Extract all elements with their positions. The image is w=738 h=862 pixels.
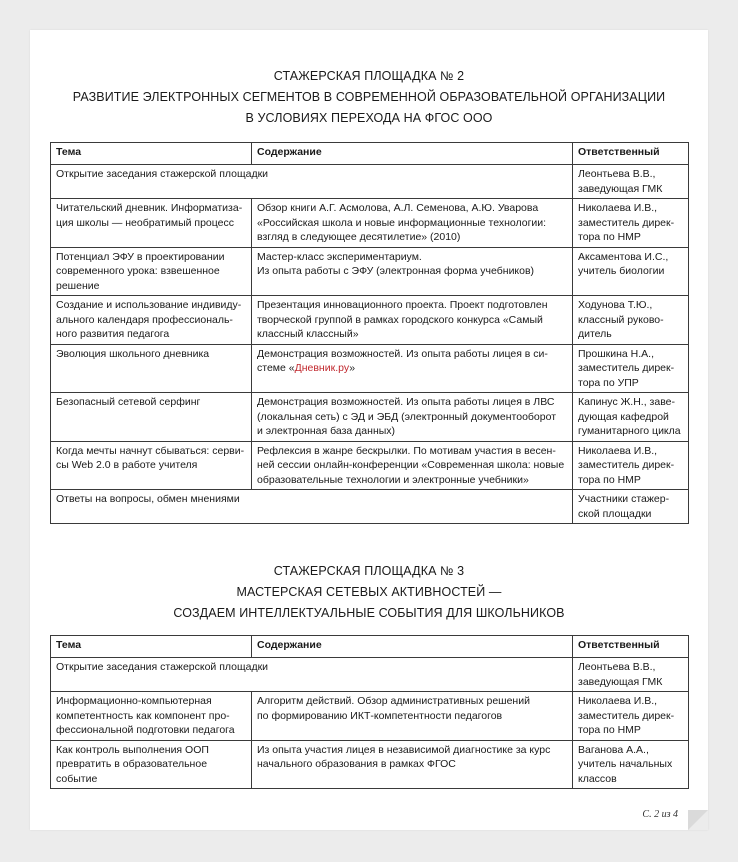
section2-title-line: СТАЖЕРСКАЯ ПЛОЩАДКА № 3 [273, 564, 465, 578]
content-cell: Демонстрация возможностей. Из опыта работы лицея в ЛВС (локальная сеть) с ЭД и ЭБД (электронный документооборот и электронная база данных) [252, 393, 573, 442]
section2-heading [30, 561, 708, 624]
table-row [51, 490, 689, 524]
responsible-cell: Леонтьева В.В., заведующая ГМК [573, 165, 689, 199]
responsible-cell: Капинус Ж.Н., заве- дующая кафедрой гуманитарного цикла [573, 393, 689, 442]
section2-title-line: МАСТЕРСКАЯ СЕТЕВЫХ АКТИВНОСТЕЙ — [236, 585, 502, 599]
table-row [51, 740, 689, 789]
topic-cell: Открытие заседания стажерской площадки [51, 165, 573, 199]
responsible-cell: Николаева И.В., заместитель дирек- тора по НМР [573, 199, 689, 248]
responsible-cell: Леонтьева В.В., заведующая ГМК [573, 658, 689, 692]
responsible-cell: Прошкина Н.А., заместитель дирек- тора по УПР [573, 344, 689, 393]
page-corner-fold [688, 810, 708, 830]
topic-cell: Когда мечты начнут сбываться: серви- сы Web 2.0 в работе учителя [51, 441, 252, 490]
content-cell: Презентация инновационного проекта. Проект подготовлен творческой группой в рамках городского конкурса «Самый классный классный» [252, 296, 573, 345]
topic-cell: Ответы на вопросы, обмен мнениями [51, 490, 573, 524]
header-responsible: Ответственный [573, 143, 689, 165]
table-row [51, 441, 689, 490]
topic-cell: Читательский дневник. Информатиза- ция школы — необратимый процесс [51, 199, 252, 248]
content-cell: Демонстрация возможностей. Из опыта работы лицея в си- стеме «Дневник.ру» [252, 344, 573, 393]
responsible-cell: Ваганова А.А., учитель начальных классов [573, 740, 689, 789]
responsible-cell: Николаева И.В., заместитель дирек- тора по НМР [573, 692, 689, 741]
section1-title-line: СТАЖЕРСКАЯ ПЛОЩАДКА № 2 [273, 69, 465, 83]
content-cell: Алгоритм действий. Обзор административных решений по формированию ИКТ-компетентности педагогов [252, 692, 573, 741]
table-row [51, 199, 689, 248]
table-row [51, 658, 689, 692]
table-header-row [51, 636, 689, 658]
content-cell: Рефлексия в жанре бескрылки. По мотивам участия в весен- ней сессии онлайн-конференции «Современная школа: новые образовательные технологии и электронные учебники» [252, 441, 573, 490]
table-row [51, 393, 689, 442]
header-content: Содержание [252, 143, 573, 165]
table-row [51, 247, 689, 296]
document-page [30, 30, 708, 830]
page-number: С. 2 из 4 [642, 809, 678, 820]
table-header-row [51, 143, 689, 165]
section1-title-line: РАЗВИТИЕ ЭЛЕКТРОННЫХ СЕГМЕНТОВ В СОВРЕМЕННОЙ ОБРАЗОВАТЕЛЬНОЙ ОРГАНИЗАЦИИ [72, 90, 666, 104]
content-cell: Мастер-класс экспериментариум. Из опыта работы с ЭФУ (электронная форма учебников) [252, 247, 573, 296]
topic-cell: Как контроль выполнения ООП превратить в образовательное событие [51, 740, 252, 789]
topic-cell: Эволюция школьного дневника [51, 344, 252, 393]
responsible-cell: Ходунова Т.Ю., классный руково- дитель [573, 296, 689, 345]
topic-cell: Потенциал ЭФУ в проектировании современного урока: взвешенное решение [51, 247, 252, 296]
section1-title-line: В УСЛОВИЯХ ПЕРЕХОДА НА ФГОС ООО [245, 111, 493, 125]
section1-table [50, 142, 689, 524]
content-cell: Обзор книги А.Г. Асмолова, А.Л. Семенова, А.Ю. Уварова «Российская школа и новые информационные технологии: взгляд в следующее десятилетие» (2010) [252, 199, 573, 248]
table-row [51, 344, 689, 393]
header-topic: Тема [51, 143, 252, 165]
topic-cell: Открытие заседания стажерской площадки [51, 658, 573, 692]
header-responsible: Ответственный [573, 636, 689, 658]
table-row [51, 165, 689, 199]
table-row [51, 296, 689, 345]
topic-cell: Информационно-компьютерная компетентность как компонент про- фессиональной подготовки педагога [51, 692, 252, 741]
responsible-cell: Участники стажер- ской площадки [573, 490, 689, 524]
dnevnik-ru-link[interactable]: Дневник.ру [294, 362, 350, 374]
topic-cell: Создание и использование индивиду- ального календаря профессиональ- ного развития педагога [51, 296, 252, 345]
responsible-cell: Николаева И.В., заместитель дирек- тора по НМР [573, 441, 689, 490]
topic-cell: Безопасный сетевой серфинг [51, 393, 252, 442]
section1-heading [30, 66, 708, 129]
responsible-cell: Аксаментова И.С., учитель биологии [573, 247, 689, 296]
section2-title-line: СОЗДАЕМ ИНТЕЛЛЕКТУАЛЬНЫЕ СОБЫТИЯ ДЛЯ ШКОЛЬНИКОВ [173, 606, 565, 620]
section2-table [50, 635, 689, 789]
header-content: Содержание [252, 636, 573, 658]
content-cell: Из опыта участия лицея в независимой диагностике за курс начального образования в рамках ФГОС [252, 740, 573, 789]
table-row [51, 692, 689, 741]
header-topic: Тема [51, 636, 252, 658]
